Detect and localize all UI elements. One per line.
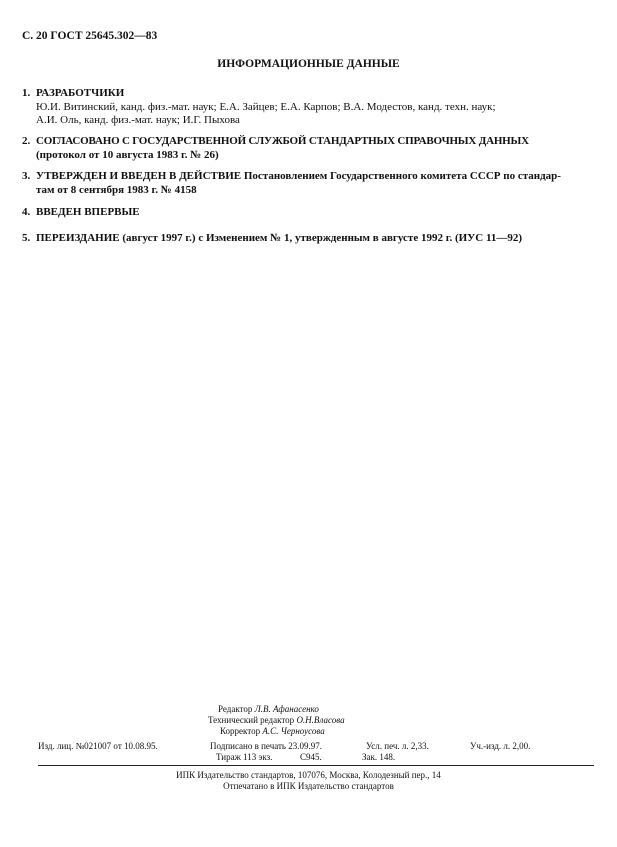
tech-editor-label: Технический редактор: [208, 715, 295, 725]
item-heading: ВВЕДЕН ВПЕРВЫЕ: [36, 206, 140, 218]
license-text: Изд. лиц. №021007 от 10.08.95.: [38, 741, 158, 751]
info-item-agreed: [22, 135, 594, 162]
info-item-developers: [22, 87, 594, 128]
item-number: 5.: [22, 232, 31, 244]
divider-line: [38, 765, 594, 766]
section-title: ИНФОРМАЦИОННЫЕ ДАННЫЕ: [217, 58, 400, 70]
run-text: Тираж 113 экз.: [216, 752, 273, 762]
publisher-address: ИПК Издательство стандартов, 107076, Москва, Колодезный пер., 14: [176, 770, 441, 780]
item-heading: РАЗРАБОТЧИКИ: [36, 87, 125, 99]
editor-name: Л.В. Афанасенко: [254, 704, 319, 714]
printer-line: Отпечатано в ИПК Издательство стандартов: [223, 781, 394, 791]
item-number: 1.: [22, 87, 31, 99]
item-heading: УТВЕРЖДЕН И ВВЕДЕН В ДЕЙСТВИЕ: [36, 170, 242, 182]
item-text-line: Ю.И. Витинский, канд. физ.-мат. наук; Е.А. Зайцев; Е.А. Карпов; В.А. Модестов, канд. техн. наук;: [36, 100, 496, 113]
imprint-info: [38, 741, 598, 763]
item-text-line: (август 1997 г.) с Изменением № 1, утвержденным в августе 1992 г. (ИУС 11—92): [122, 232, 523, 244]
editor-label: Редактор: [218, 704, 253, 714]
signed-text: Подписано в печать 23.09.97.: [210, 741, 323, 751]
info-item-reissue: [22, 232, 594, 246]
tech-editor-name: О.Н.Власова: [296, 715, 345, 725]
item-text-line: А.И. Оль, канд. физ.-мат. наук; И.Г. Пыхова: [36, 114, 240, 126]
corrector-label: Корректор: [220, 726, 261, 736]
code-text: С945.: [300, 752, 322, 762]
item-number: 3.: [22, 170, 31, 182]
order-text: Зак. 148.: [362, 752, 396, 762]
editorial-credits: [208, 704, 518, 737]
page-header: С. 20 ГОСТ 25645.302—83: [22, 30, 158, 42]
info-item-introduced: [22, 206, 594, 220]
info-item-approved: [22, 170, 594, 197]
item-text-line: Постановлением Государственного комитета СССР по стандар-: [243, 170, 561, 182]
item-number: 2.: [22, 135, 31, 147]
print-sheets-text: Усл. печ. л. 2,33.: [366, 741, 429, 751]
item-number: 4.: [22, 206, 31, 218]
pub-sheets-text: Уч.-изд. л. 2,00.: [470, 741, 531, 751]
item-text-line: там от 8 сентября 1983 г. № 4158: [36, 183, 197, 196]
item-text-line: (протокол от 10 августа 1983 г. № 26): [36, 148, 219, 161]
item-heading: ПЕРЕИЗДАНИЕ: [36, 232, 120, 244]
item-heading: СОГЛАСОВАНО С ГОСУДАРСТВЕННОЙ СЛУЖБОЙ СТАНДАРТНЫХ СПРАВОЧНЫХ ДАННЫХ: [36, 135, 529, 147]
corrector-name: А.С. Черноусова: [262, 726, 325, 736]
publisher-info: [0, 770, 617, 792]
